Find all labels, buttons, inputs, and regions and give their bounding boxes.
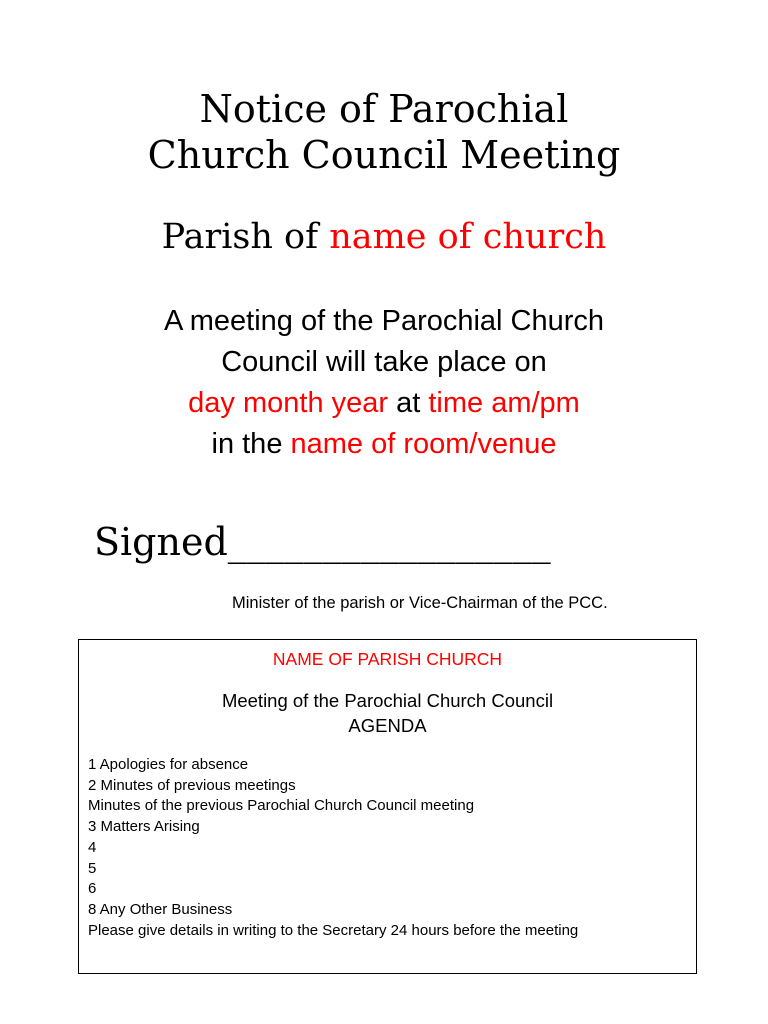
agenda-item: 1 Apologies for absence (88, 756, 249, 773)
parish-name-placeholder: name of church (329, 217, 607, 257)
meeting-details (0, 301, 768, 465)
agenda-item: 8 Any Other Business (88, 900, 233, 918)
signature-line: Signed_________________ (94, 520, 551, 564)
agenda-box (78, 639, 697, 974)
venue-prefix: in the (211, 428, 291, 460)
notice-title-line-1: Notice of Parochial (199, 87, 569, 131)
meeting-line-2: Council will take place on (221, 346, 547, 378)
agenda-heading: AGENDA (348, 715, 427, 736)
notice-title (0, 86, 768, 178)
agenda-header (79, 688, 696, 738)
parish-line (0, 214, 768, 260)
agenda-item: Minutes of the previous Parochial Church Council meeting (88, 797, 475, 815)
time-placeholder: time am/pm (428, 387, 580, 419)
agenda-item: 6 (88, 880, 97, 898)
venue-placeholder: name of room/venue (290, 428, 557, 460)
parish-prefix: Parish of (161, 217, 330, 257)
at-connector: at (388, 387, 429, 419)
agenda-item: 3 Matters Arising (88, 818, 200, 836)
notice-title-line-2: Church Council Meeting (147, 133, 621, 177)
agenda-item: Please give details in writing to the Secretary 24 hours before the meeting (88, 921, 579, 939)
meeting-line-1: A meeting of the Parochial Church (163, 305, 605, 337)
signer-role: Minister of the parish or Vice-Chairman of the PCC. (232, 594, 608, 612)
agenda-list (88, 755, 578, 941)
date-placeholder: day month year (188, 387, 389, 419)
agenda-meeting-title: Meeting of the Parochial Church Council (221, 690, 554, 711)
agenda-church-name: NAME OF PARISH CHURCH (272, 649, 503, 669)
meeting-datetime-line (0, 383, 768, 424)
meeting-venue-line (0, 424, 768, 465)
agenda-item: 2 Minutes of previous meetings (88, 776, 296, 794)
agenda-item: 4 (88, 838, 97, 856)
agenda-item: 5 (88, 859, 97, 877)
